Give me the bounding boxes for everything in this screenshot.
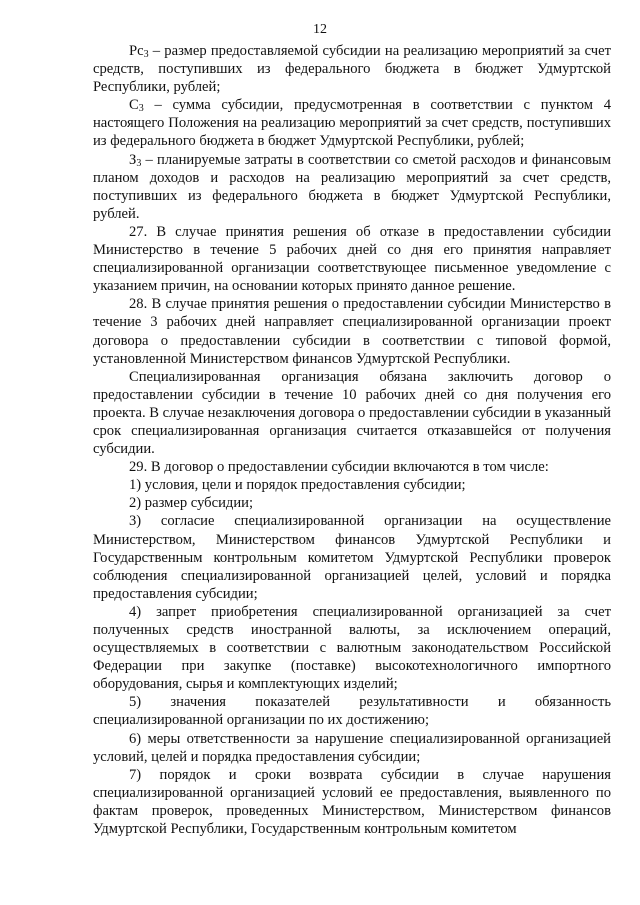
definition-text: – размер предоставляемой субсидии на реализацию мероприятий за счет средств, поступивших из федерального бюджета в бюджет Удмуртской Республики, рублей; (93, 43, 611, 96)
subscript: 3 (138, 103, 144, 115)
paragraph-28: 28. В случае принятия решения о предоставлении субсидии Министерство в течение 3 рабочих дней направляет специализированной организации проект договора о предоставлении субсидии в соответствии с типовой формой, установленной Министерством финансов Удмуртской Республики. (93, 296, 611, 367)
page-number: 12 (313, 22, 327, 37)
formula-definition-rs3 (93, 42, 611, 96)
formula-definition-s3 (93, 96, 611, 150)
paragraph-28-continuation: Специализированная организация обязана заключить договор о предоставлении субсидии в течение 10 рабочих дней со дня получения его проекта. В случае незаключения договора о предоставлении субсидии в указанный срок специализированная организация считается отказавшейся от получения субсидии. (93, 368, 611, 458)
subscript: 3 (136, 157, 142, 169)
symbol: С (129, 97, 139, 114)
list-item-3: 3) согласие специализированной организации на осуществление Министерством, Министерством финансов Удмуртской Республики и Государственным контрольным комитетом Удмуртской Республики проверок соблюдения специализированной организацией целей, условий и порядка предоставления субсидии; (93, 513, 611, 602)
symbol: Рс (129, 43, 144, 59)
paragraph-29: 29. В договор о предоставлении субсидии включаются в том числе: (129, 459, 549, 476)
definition-text: – планируемые затраты в соответствии со сметой расходов и финансовым планом доходов и расходов на реализацию мероприятий за счет средств, поступивших из федерального бюджета в бюджет Удмуртской Республики, рублей. (93, 151, 611, 222)
subscript: 3 (143, 49, 149, 60)
formula-definition-z3 (93, 151, 611, 223)
list-item-1: 1) условия, цели и порядок предоставления субсидии; (129, 477, 466, 494)
list-item-4: 4) запрет приобретения специализированной организацией за счет полученных средств иностранной валюты, за исключением операций, осуществляемых в соответствии с валютным законодательством Российской Федерации при закупке (поставке) высокотехнологичного импортного оборудования, сырья и комплектующих изделий; (93, 603, 611, 693)
definition-text: – сумма субсидии, предусмотренная в соответствии с пунктом 4 настоящего Положения на реализацию мероприятий за счет средств, поступивших из федерального бюджета в бюджет Удмуртской Республики, рублей; (93, 97, 611, 150)
list-item-6: 6) меры ответственности за нарушение специализированной организацией условий, целей и порядка предоставления субсидии; (93, 730, 611, 765)
list-item-2: 2) размер субсидии; (129, 495, 253, 512)
list-item-7: 7) порядок и сроки возврата субсидии в случае нарушения специализированной организацией условий ее предоставления, выявленного по фактам проверок, проведенных Министерством, Министерством финансов Удмуртской Республики, Государственным контрольным комитетом (93, 766, 611, 838)
paragraph-27: 27. В случае принятия решения об отказе в предоставлении субсидии Министерство в течение 5 рабочих дней со дня его принятия направляет специализированной организации соответствующее письменное уведомление с указанием причин, на основании которых принято данное решение. (93, 223, 611, 295)
document-body (93, 42, 611, 838)
symbol: З (129, 151, 137, 168)
list-item-5: 5) значения показателей результативности и обязанность специализированной организации по их достижению; (93, 694, 611, 729)
